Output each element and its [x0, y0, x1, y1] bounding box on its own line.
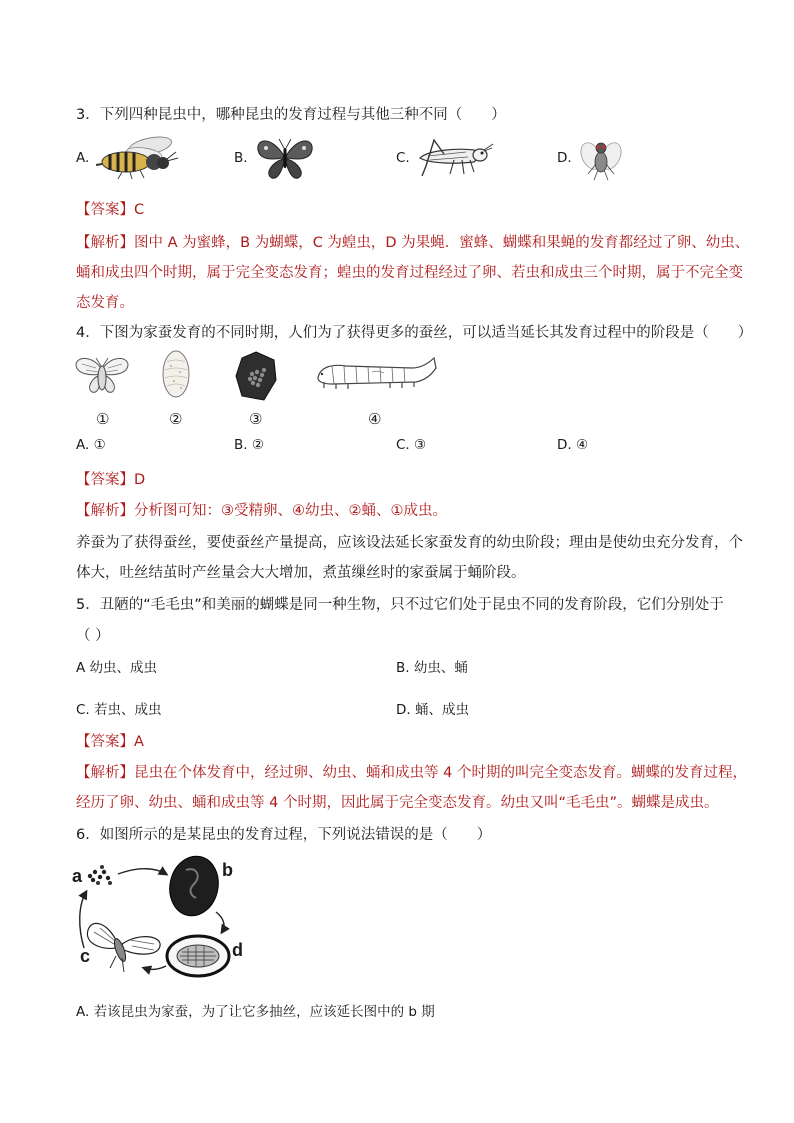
q6-stem: 6．如图所示的是某昆虫的发育过程，下列说法错误的是（ ） [76, 827, 492, 843]
q4-figure-label-4: ④ [368, 410, 382, 428]
q4-figure-label-2: ② [169, 410, 183, 428]
q5-stem-line-1: 5．丑陋的“毛毛虫”和美丽的蝴蝶是同一种生物，只不过它们处于昆虫不同的发育阶段，它们分别处于 [76, 597, 724, 613]
q3-option-b-label: B. [234, 150, 248, 166]
eggs-on-leaf-icon [234, 350, 278, 402]
q5-option-b: B. 幼虫、蛹 [396, 660, 468, 676]
q4-stem: 4．下图为家蚕发育的不同时期，人们为了获得更多的蚕丝，可以适当延长其发育过程中的阶段是（ ） [76, 325, 753, 341]
q3-option-a-label: A. [76, 150, 90, 166]
q3-option-d-label: D. [557, 150, 572, 166]
q4-option-b: B. ② [234, 437, 264, 453]
moth-icon [74, 352, 130, 398]
q4-option-d: D. ④ [557, 437, 589, 453]
q4-explanation-line-2: 养蚕为了获得蚕丝，要使蚕丝产量提高，应该设法延长家蚕发育的幼虫阶段；理由是使幼虫充分发育，个 [76, 535, 743, 551]
q5-answer: 【答案】A [76, 734, 144, 750]
q5-explanation-line-2: 经历了卵、幼虫、蛹和成虫等 4 个时期，因此属于完全变态发育。幼虫又叫“毛毛虫”。蝴蝶是成虫。 [76, 795, 719, 811]
q4-explanation-line-1: 【解析】分析图可知：③受精卵、④幼虫、②蛹、①成虫。 [76, 503, 447, 519]
q4-option-c: C. ③ [396, 437, 427, 453]
q4-answer: 【答案】D [76, 472, 146, 488]
pupa-case-icon [167, 936, 229, 976]
q3-stem: 3．下列四种昆虫中，哪种昆虫的发育过程与其他三种不同（ ） [76, 107, 506, 123]
q5-option-d: D. 蛹、成虫 [396, 702, 469, 718]
q5-stem-line-2: （ ） [76, 628, 110, 644]
cocoon-icon [160, 348, 192, 400]
grasshopper-icon [414, 136, 494, 180]
q4-option-a: A. ① [76, 437, 106, 453]
fruit-fly-icon [580, 134, 622, 182]
adult-moth-icon [87, 923, 160, 972]
silkworm-icon [312, 352, 440, 392]
q3-explanation-line-2: 蛹和成虫四个时期，属于完全变态发育；蝗虫的发育过程经过了卵、若虫和成虫三个时期，属于不完全变 [76, 265, 743, 281]
q6-label-d: d [232, 940, 243, 960]
q3-option-c-label: C. [396, 150, 410, 166]
q6-label-c: c [80, 946, 91, 966]
butterfly-icon [252, 134, 318, 182]
q3-explanation-line-1: 【解析】图中 A 为蜜蜂，B 为蝴蝶，C 为蝗虫，D 为果蝇．蜜蜂、蝴蝶和果蝇的发育都经过了卵、幼虫、 [76, 235, 750, 251]
egg-cluster-icon [88, 865, 112, 885]
pupa-dark-icon [164, 852, 223, 920]
q5-option-a: A 幼虫、成虫 [76, 660, 158, 676]
q5-explanation-line-1: 【解析】昆虫在个体发育中，经过卵、幼虫、蛹和成虫等 4 个时期的叫完全变态发育。蝴蝶的发育过程， [76, 765, 747, 781]
q4-figure-label-3: ③ [249, 410, 263, 428]
bee-icon [92, 134, 180, 180]
q6-label-a: a [72, 866, 83, 886]
q6-option-a: A. 若该昆虫为家蚕，为了让它多抽丝，应该延长图中的 b 期 [76, 1004, 435, 1020]
q6-label-b: b [222, 860, 233, 880]
q4-explanation-line-3: 体大，吐丝结茧时产丝量会大大增加，煮茧缫丝时的家蚕属于蛹阶段。 [76, 565, 526, 581]
q5-option-c: C. 若虫、成虫 [76, 702, 162, 718]
q3-explanation-line-3: 态发育。 [76, 295, 134, 311]
q4-figure-label-1: ① [96, 410, 110, 428]
q3-answer: 【答案】C [76, 202, 145, 218]
